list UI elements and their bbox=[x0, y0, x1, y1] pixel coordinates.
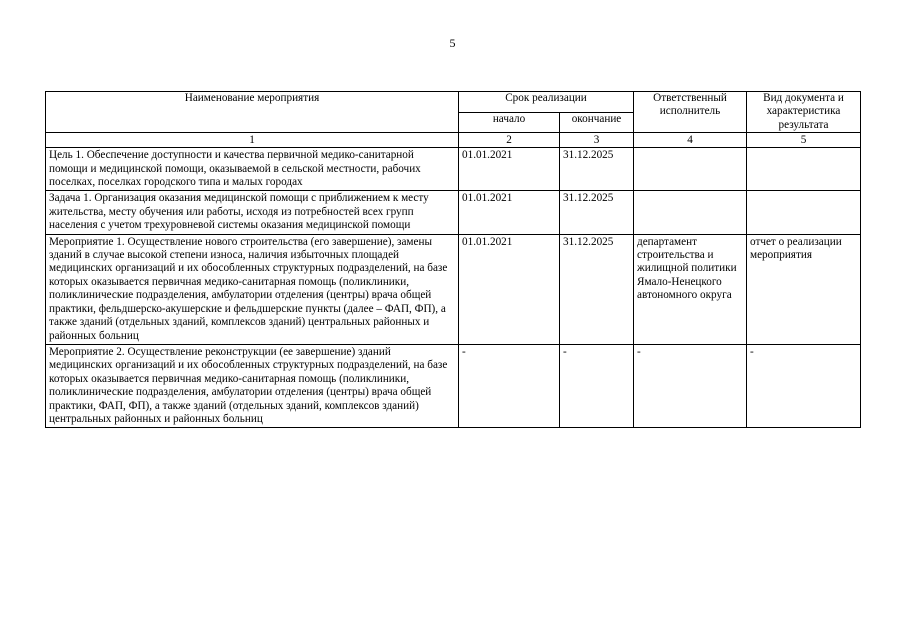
column-number: 1 bbox=[46, 133, 459, 148]
row-start-date: 01.01.2021 bbox=[459, 234, 560, 344]
header-activity-name: Наименование мероприятия bbox=[46, 92, 459, 133]
row-start-date: - bbox=[459, 344, 560, 427]
column-numbers-row bbox=[46, 133, 861, 148]
row-activity-name: Мероприятие 2. Осуществление реконструкции (ее завершение) зданий медицинских организаций и их обособленных структурных подразделений, на базе которых оказывается первичная медико-санитарная помощь (поликлиники, поликлинические подразделения, амбулатории отделения (центры) врача общей практики, ФАП, ФП), а также зданий (отдельных зданий, комплексов зданий) центральных районных и районных больниц bbox=[46, 344, 459, 427]
header-end: окончание bbox=[560, 112, 634, 133]
row-start-date: 01.01.2021 bbox=[459, 191, 560, 234]
row-end-date: 31.12.2025 bbox=[560, 191, 634, 234]
row-executor: - bbox=[634, 344, 747, 427]
table-row bbox=[46, 344, 861, 427]
header-document: Вид документа и характеристика результата bbox=[747, 92, 861, 133]
header-executor: Ответственный исполнитель bbox=[634, 92, 747, 133]
row-document: отчет о реализации мероприятия bbox=[747, 234, 861, 344]
row-document bbox=[747, 191, 861, 234]
table-row bbox=[46, 148, 861, 191]
row-start-date: 01.01.2021 bbox=[459, 148, 560, 191]
table-row bbox=[46, 191, 861, 234]
row-end-date: 31.12.2025 bbox=[560, 148, 634, 191]
column-number: 5 bbox=[747, 133, 861, 148]
row-document bbox=[747, 148, 861, 191]
row-executor bbox=[634, 148, 747, 191]
activities-table bbox=[45, 91, 861, 428]
column-number: 3 bbox=[560, 133, 634, 148]
row-document: - bbox=[747, 344, 861, 427]
column-number: 4 bbox=[634, 133, 747, 148]
page-number: 5 bbox=[449, 36, 456, 50]
header-period: Срок реализации bbox=[459, 92, 634, 113]
row-end-date: - bbox=[560, 344, 634, 427]
row-end-date: 31.12.2025 bbox=[560, 234, 634, 344]
row-activity-name: Задача 1. Организация оказания медицинской помощи с приближением к месту жительства, месту обучения или работы, исходя из потребностей всех групп населения с учетом трехуровневой системы оказания медицинской помощи bbox=[46, 191, 459, 234]
row-activity-name: Цель 1. Обеспечение доступности и качества первичной медико-санитарной помощи и медицинской помощи, оказываемой в сельской местности, рабочих поселках, поселках городского типа и малых городах bbox=[46, 148, 459, 191]
header-start: начало bbox=[459, 112, 560, 133]
row-executor: департамент строительства и жилищной политики Ямало-Ненецкого автономного округа bbox=[634, 234, 747, 344]
column-number: 2 bbox=[459, 133, 560, 148]
row-activity-name: Мероприятие 1. Осуществление нового строительства (его завершение), замены зданий в случае высокой степени износа, наличия избыточных площадей медицинских организаций и их обособленных структурных подразделений, на базе которых оказывается первичная медико-санитарная помощь (поликлиники, поликлинические подразделения, амбулатории отделения (центры) врача общей практики, фельдшерско-акушерские и фельдшерские пункты (далее – ФАП, ФП), а также зданий (отдельных зданий, комплексов зданий) центральных районных и районных больниц bbox=[46, 234, 459, 344]
table-row bbox=[46, 234, 861, 344]
row-executor bbox=[634, 191, 747, 234]
